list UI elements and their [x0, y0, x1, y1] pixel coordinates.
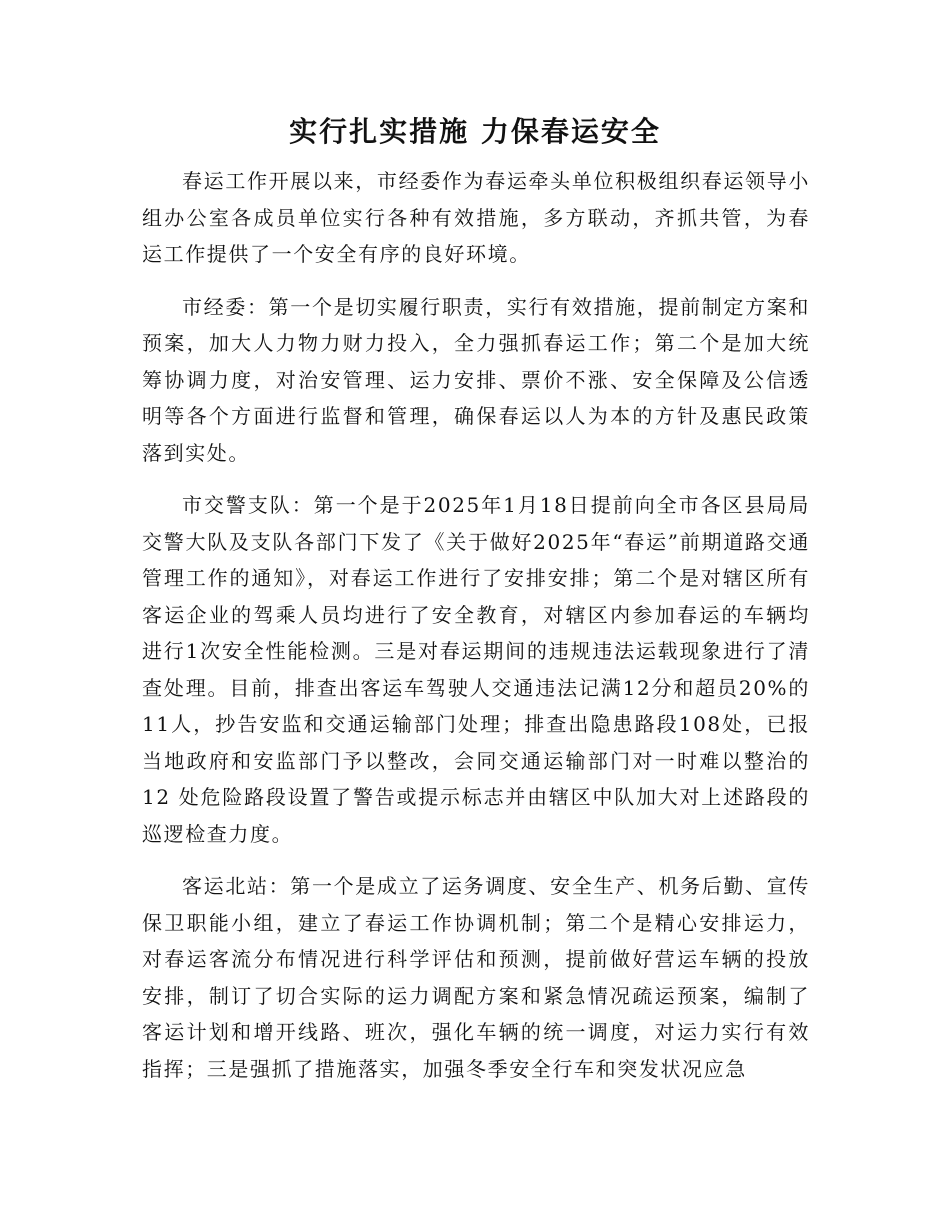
- paragraph-north-bus-station: 客运北站：第一个是成立了运务调度、安全生产、机务后勤、宣传保卫职能小组，建立了春运工作协调机制；第二个是精心安排运力，对春运客流分布情况进行科学评估和预测，提前做好营运车辆的投放安排，制订了切合实际的运力调配方案和紧急情况疏运预案，编制了客运计划和增开线路、班次，强化车辆的统一调度，对运力实行有效指挥；三是强抓了措施落实，加强冬季安全行车和突发状况应急: [142, 874, 810, 1081]
- document-title: 实行扎实措施 力保春运安全: [289, 115, 661, 148]
- paragraph-traffic-police: 市交警支队：第一个是于2025年1月18日提前向全市各区县局局交警大队及支队各部门下发了《关于做好2025年“春运”前期道路交通管理工作的通知》，对春运工作进行了安排安排；第二个是对辖区所有客运企业的驾乘人员均进行了安全教育，对辖区内参加春运的车辆均进行1次安全性能检测。三是对春运期间的违规违法运载现象进行了清查处理。目前，排查出客运车驾驶人交通违法记满12分和超员20%的11人，抄告安监和交通运输部门处理；排查出隐患路段108处，已报当地政府和安监部门予以整改，会同交通运输部门对一时难以整治的12 处危险路段设置了警告或提示标志并由辖区中队加大对上述路段的巡逻检查力度。: [142, 493, 810, 846]
- document-body: [142, 163, 810, 1103]
- paragraph-economic-commission: 市经委：第一个是切实履行职责，实行有效措施，提前制定方案和预案，加大人力物力财力投入，全力强抓春运工作；第二个是加大统筹协调力度，对治安管理、运力安排、票价不涨、安全保障及公信透明等各个方面进行监督和管理，确保春运以人为本的方针及惠民政策落到实处。: [142, 294, 810, 465]
- paragraph-intro: 春运工作开展以来，市经委作为春运牵头单位积极组织春运领导小组办公室各成员单位实行各种有效措施，多方联动，齐抓共管，为春运工作提供了一个安全有序的良好环境。: [142, 169, 810, 266]
